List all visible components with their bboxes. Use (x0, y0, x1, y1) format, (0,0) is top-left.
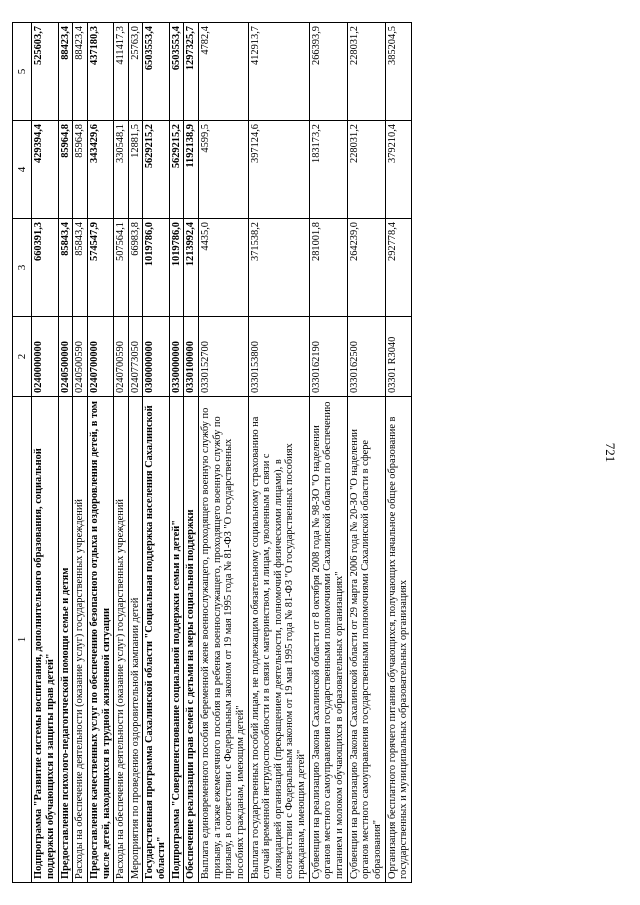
cell-name: Субвенции на реализацию Закона Сахалинской области от 29 марта 2006 года № 20-ЗО "О наделении органов местного самоуправления государственными полномочиями Сахалинской области в сфере образования" (347, 397, 385, 883)
cell-v5: 411417,3 (114, 23, 129, 121)
cell-name: Подпрограмма "Развитие системы воспитания, дополнительного образования, социальной поддержки обучающихся и защиты прав детей" (32, 397, 58, 883)
cell-v5: 525603,7 (32, 23, 58, 121)
table-row (114, 23, 129, 883)
cell-v3: 281001,8 (309, 219, 347, 317)
column-header: 4 (13, 121, 32, 219)
cell-v4: 343429,6 (87, 121, 113, 219)
cell-v4: 429394,4 (32, 121, 58, 219)
table-row (184, 23, 199, 883)
cell-v4: 1192138,9 (184, 121, 199, 219)
cell-v3: 1213992,4 (184, 219, 199, 317)
cell-name: Выплата единовременного пособия беременной жене военнослужащего, проходящего военную службу по призыву, а также ежемесячного пособия на ребенка военнослужащего, проходящего военную службу по призыву, в соответствии с Федеральным законом от 19 мая 1995 года № 81-ФЗ "О государственных пособиях гражданам, имеющим детей" (199, 397, 249, 883)
cell-v4: 85964,8 (58, 121, 73, 219)
cell-code: 0330153800 (248, 317, 309, 397)
table-row (73, 23, 88, 883)
cell-code: 0240000000 (32, 317, 58, 397)
cell-name: Расходы на обеспечение деятельности (оказание услуг) государственных учреждений (73, 397, 88, 883)
cell-v4: 85964,8 (73, 121, 88, 219)
cell-code: 0330162190 (309, 317, 347, 397)
cell-v3: 1019786,0 (143, 219, 169, 317)
cell-v4: 12881,5 (128, 121, 143, 219)
cell-name: Выплата государственных пособий лицам, не подлежащим обязательному социальному страхованию на случай временной нетрудоспособности и в связи с материнством, и лицам, уволенным в связи с ликвидацией организаций (прекращением деятельности, полномочий физическими лицами), в соответствии с Федеральным законом от 19 мая 1995 года № 81-ФЗ "О государственных пособиях гражданам, имеющим детей" (248, 397, 309, 883)
cell-v3: 507564,1 (114, 219, 129, 317)
cell-name: Предоставление качественных услуг по обеспечению безопасного отдыха и оздоровления детей, в том числе детей, находящихся в трудной жизненной ситуации (87, 397, 113, 883)
cell-v5: 6503553,4 (169, 23, 184, 121)
cell-v4: 379210,4 (385, 121, 411, 219)
cell-code: 0240773050 (128, 317, 143, 397)
table-row (169, 23, 184, 883)
cell-v5: 228031,2 (347, 23, 385, 121)
cell-v4: 4599,5 (199, 121, 249, 219)
cell-v3: 660391,3 (32, 219, 58, 317)
table-row (32, 23, 58, 883)
cell-v5: 412913,7 (248, 23, 309, 121)
cell-v3: 371538,2 (248, 219, 309, 317)
cell-code: 0330100000 (184, 317, 199, 397)
cell-v3: 1019786,0 (169, 219, 184, 317)
cell-v4: 330548,1 (114, 121, 129, 219)
cell-v3: 292778,4 (385, 219, 411, 317)
cell-name: Субвенции на реализацию Закона Сахалинской области от 8 октября 2008 года № 98-ЗО "О наделении органов местного самоуправления государственными полномочиями Сахалинской области по обеспечению питанием и молоком обучающихся в образовательных организациях" (309, 397, 347, 883)
cell-code: 0330000000 (169, 317, 184, 397)
table-body (32, 23, 412, 883)
cell-name: Организация бесплатного горячего питания обучающихся, получающих начальное общее образование в государственных и муниципальных образовательных организациях (385, 397, 411, 883)
cell-code: 0300000000 (143, 317, 169, 397)
cell-code: 0240700000 (87, 317, 113, 397)
cell-v5: 4782,4 (199, 23, 249, 121)
cell-v3: 264239,0 (347, 219, 385, 317)
cell-name: Предоставление психолого-педагогической помощи семье и детям (58, 397, 73, 883)
cell-v3: 574547,9 (87, 219, 113, 317)
cell-v5: 6503553,4 (143, 23, 169, 121)
column-header: 1 (13, 397, 32, 883)
cell-v5: 385204,5 (385, 23, 411, 121)
cell-v5: 25763,0 (128, 23, 143, 121)
table-row (199, 23, 249, 883)
table-row (248, 23, 309, 883)
cell-v5: 88423,4 (58, 23, 73, 121)
column-header: 3 (13, 219, 32, 317)
cell-v4: 397124,6 (248, 121, 309, 219)
cell-v5: 1297325,7 (184, 23, 199, 121)
cell-name: Расходы на обеспечение деятельности (оказание услуг) государственных учреждений (114, 397, 129, 883)
table-row (143, 23, 169, 883)
cell-name: Государственная программа Сахалинской области "Социальная поддержка населения Сахалинской области" (143, 397, 169, 883)
cell-code: 0240500000 (58, 317, 73, 397)
cell-v3: 85843,4 (58, 219, 73, 317)
cell-code: 0330152700 (199, 317, 249, 397)
page-number: 721 (603, 442, 618, 463)
table-row (309, 23, 347, 883)
budget-table (12, 22, 412, 883)
cell-v3: 66983,8 (128, 219, 143, 317)
cell-v4: 183173,2 (309, 121, 347, 219)
cell-v3: 4435,0 (199, 219, 249, 317)
cell-code: 03301 R3040 (385, 317, 411, 397)
table-row (385, 23, 411, 883)
header-row (13, 23, 32, 883)
cell-v5: 88423,4 (73, 23, 88, 121)
cell-v4: 5629215,2 (169, 121, 184, 219)
cell-name: Подпрограмма "Совершенствование социальной поддержки семьи и детей" (169, 397, 184, 883)
cell-name: Обеспечение реализации прав семей с детьми на меры социальной поддержки (184, 397, 199, 883)
cell-v5: 437180,3 (87, 23, 113, 121)
cell-v3: 85843,4 (73, 219, 88, 317)
table-row (87, 23, 113, 883)
cell-v5: 266393,9 (309, 23, 347, 121)
cell-v4: 5629215,2 (143, 121, 169, 219)
table-row (347, 23, 385, 883)
cell-code: 0240700590 (114, 317, 129, 397)
column-header: 2 (13, 317, 32, 397)
column-header: 5 (13, 23, 32, 121)
cell-v4: 228031,2 (347, 121, 385, 219)
table-row (128, 23, 143, 883)
cell-code: 0240500590 (73, 317, 88, 397)
table-row (58, 23, 73, 883)
cell-code: 0330162500 (347, 317, 385, 397)
cell-name: Мероприятия по проведению оздоровительной кампании детей (128, 397, 143, 883)
